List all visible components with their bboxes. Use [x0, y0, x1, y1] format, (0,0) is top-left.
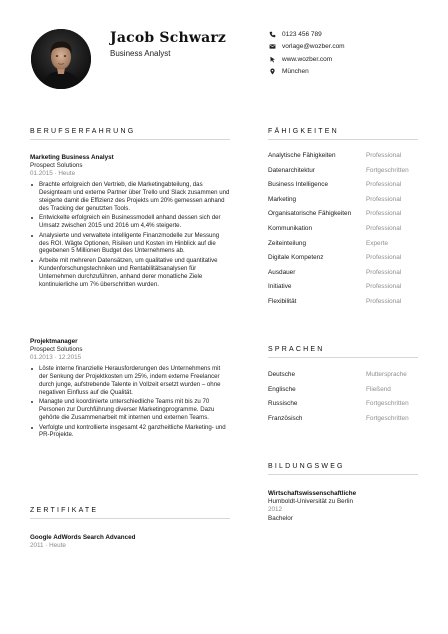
skill-level: Professional: [366, 181, 402, 189]
location-pin-icon: [268, 68, 276, 76]
skill-row: [268, 267, 418, 282]
mail-icon: [268, 43, 276, 51]
certificate-name: Google AdWords Search Advanced: [30, 534, 136, 541]
job-company: Prospect Solutions: [30, 162, 83, 169]
skill-row: [268, 165, 418, 180]
skill-name: Flexibilität: [268, 297, 297, 305]
language-name: Deutsche: [268, 371, 295, 378]
language-level: Fortgeschritten: [366, 400, 409, 408]
skill-row: [268, 252, 418, 267]
job-dates: 01.2013 · 12.2015: [30, 354, 82, 361]
candidate-name: Jacob Schwarz: [110, 30, 227, 46]
skill-level: Professional: [366, 210, 402, 218]
skill-row: [268, 296, 418, 311]
language-name: Französisch: [268, 414, 303, 422]
section-divider: [30, 518, 230, 519]
job-entry: [30, 154, 230, 290]
candidate-role: Business Analyst: [110, 49, 171, 58]
job-entry: [30, 338, 230, 441]
skill-level: Professional: [366, 224, 402, 232]
contact-phone: [268, 28, 345, 41]
education-entry: [268, 490, 428, 523]
skill-name: Digitale Kompetenz: [268, 254, 324, 262]
skill-row: [268, 281, 418, 296]
skill-level: Professional: [366, 283, 402, 291]
contact-location-text: München: [282, 68, 309, 76]
skill-name: Datenarchitektur: [268, 166, 315, 174]
skill-name: Ausdauer: [268, 268, 296, 276]
language-level: Fließend: [366, 385, 391, 393]
skill-level: Professional: [366, 297, 402, 305]
certificate-dates: 2011 · Heute: [30, 542, 66, 550]
job-bullets: [30, 365, 230, 439]
language-level: Muttersprache: [366, 371, 407, 378]
skill-name: Analytische Fähigkeiten: [268, 152, 336, 159]
section-title-skills: FÄHIGKEITEN: [268, 128, 339, 135]
skill-level: Fortgeschritten: [366, 166, 409, 174]
job-title: Marketing Business Analyst: [30, 154, 114, 161]
languages-list: [268, 369, 418, 427]
skill-level: Professional: [366, 195, 402, 203]
skill-name: Marketing: [268, 195, 297, 203]
contact-website-text[interactable]: www.wozber.com: [282, 55, 333, 63]
language-row: [268, 369, 418, 384]
education-degree: Wirtschaftswissenschaftliche: [268, 490, 357, 497]
skill-name: Zeiteinteilung: [268, 239, 307, 247]
skill-level: Professional: [366, 268, 402, 276]
language-name: Russische: [268, 400, 298, 408]
skills-list: [268, 150, 418, 311]
language-row: [268, 398, 418, 413]
portrait-photo: [31, 29, 91, 89]
job-company: Prospect Solutions: [30, 346, 83, 353]
job-bullet: Entwickelte erfolgreich ein Businessmodell anhand dessen sich der Umsatz zwischen 2015 und 2016 um 4,4% steigerte.: [30, 214, 230, 230]
job-bullet: Managte und koordinierte unterschiedliche Teams mit bis zu 70 Personen zur Durchführung diverser Marketingprogramme. Dazu gehörte die Zusammenarbeit mit internen und externen Teams.: [30, 398, 230, 422]
job-bullets: [30, 181, 230, 289]
language-row: [268, 384, 418, 399]
cursor-icon: [268, 55, 276, 63]
certificate-entry: [30, 534, 230, 550]
language-level: Fortgeschritten: [366, 414, 409, 422]
section-title-languages: SPRACHEN: [268, 346, 325, 353]
job-bullet: Brachte erfolgreich den Vertrieb, die Marketingabteilung, das Designteam und externe Partner über Trello und Slack zusammen und steigerte damit die Effizienz des Projekts um 20% gemessen anhand des Tracking der genutzten Tools.: [30, 181, 230, 213]
section-divider: [268, 474, 418, 475]
skill-row: [268, 223, 418, 238]
job-bullet: Verfolgte und kontrollierte insgesamt 42 ganzheitliche Marketing- und PR-Projekte.: [30, 424, 230, 440]
skill-name: Organisatorische Fähigkeiten: [268, 210, 352, 218]
job-bullet: Löste interne finanzielle Herausforderungen des Unternehmens mit der Senkung der Projektkosten um 25%, indem externe Freelancer durch junge, aufstrebende Talente in Vollzeit ersetzt wurden – ohne negativen Einfluss auf die Qualität.: [30, 365, 230, 397]
skill-row: [268, 150, 418, 165]
section-title-experience: BERUFSERFAHRUNG: [30, 128, 136, 135]
education-year: 2012: [268, 506, 283, 514]
avatar: [31, 29, 91, 89]
education-title: Bachelor: [268, 514, 293, 522]
job-dates: 01.2015 · Heute: [30, 170, 76, 177]
section-divider: [268, 139, 418, 140]
section-title-education: BILDUNGSWEG: [268, 463, 345, 470]
job-bullet: Arbeite mit mehreren Datensätzen, um qualitative und quantitative Kundenforschungstechniken und Rentabilitätsanalysen für Unternehmen durchzuführen, anhand derer monatliche Ziele kontinuierliche um 7% überschritten wurden.: [30, 257, 230, 289]
skill-name: Business Intelligence: [268, 181, 329, 189]
skill-level: Experte: [366, 239, 389, 247]
skill-row: [268, 179, 418, 194]
contact-website: [268, 53, 345, 66]
contact-location: [268, 66, 345, 79]
skill-level: Professional: [366, 152, 402, 159]
skill-row: [268, 194, 418, 209]
section-divider: [268, 357, 418, 358]
skill-name: Initiative: [268, 283, 292, 291]
section-divider: [30, 139, 230, 140]
skill-row: [268, 208, 418, 223]
language-name: Englische: [268, 385, 296, 393]
language-row: [268, 413, 418, 428]
education-school: Humboldt-Universität zu Berlin: [268, 498, 354, 506]
skill-name: Kommunikation: [268, 224, 313, 232]
job-title: Projektmanager: [30, 338, 78, 345]
section-title-certificates: ZERTIFIKATE: [30, 507, 99, 514]
resume-header: [0, 0, 448, 118]
contact-email-text[interactable]: vorlage@wozber.com: [282, 43, 345, 51]
contact-list: [268, 28, 345, 78]
skill-row: [268, 238, 418, 253]
phone-icon: [268, 30, 276, 38]
skill-level: Professional: [366, 254, 402, 262]
contact-email: [268, 41, 345, 54]
contact-phone-text[interactable]: 0123 456 789: [282, 30, 322, 38]
job-bullet: Analysierte und verwaltete intelligente Finanzmodelle zur Messung des ROI. Wägte Optionen, Risiken und Kosten im Hinblick auf die gegebenen 5 Millionen Budget des Unternehmens ab.: [30, 232, 230, 256]
